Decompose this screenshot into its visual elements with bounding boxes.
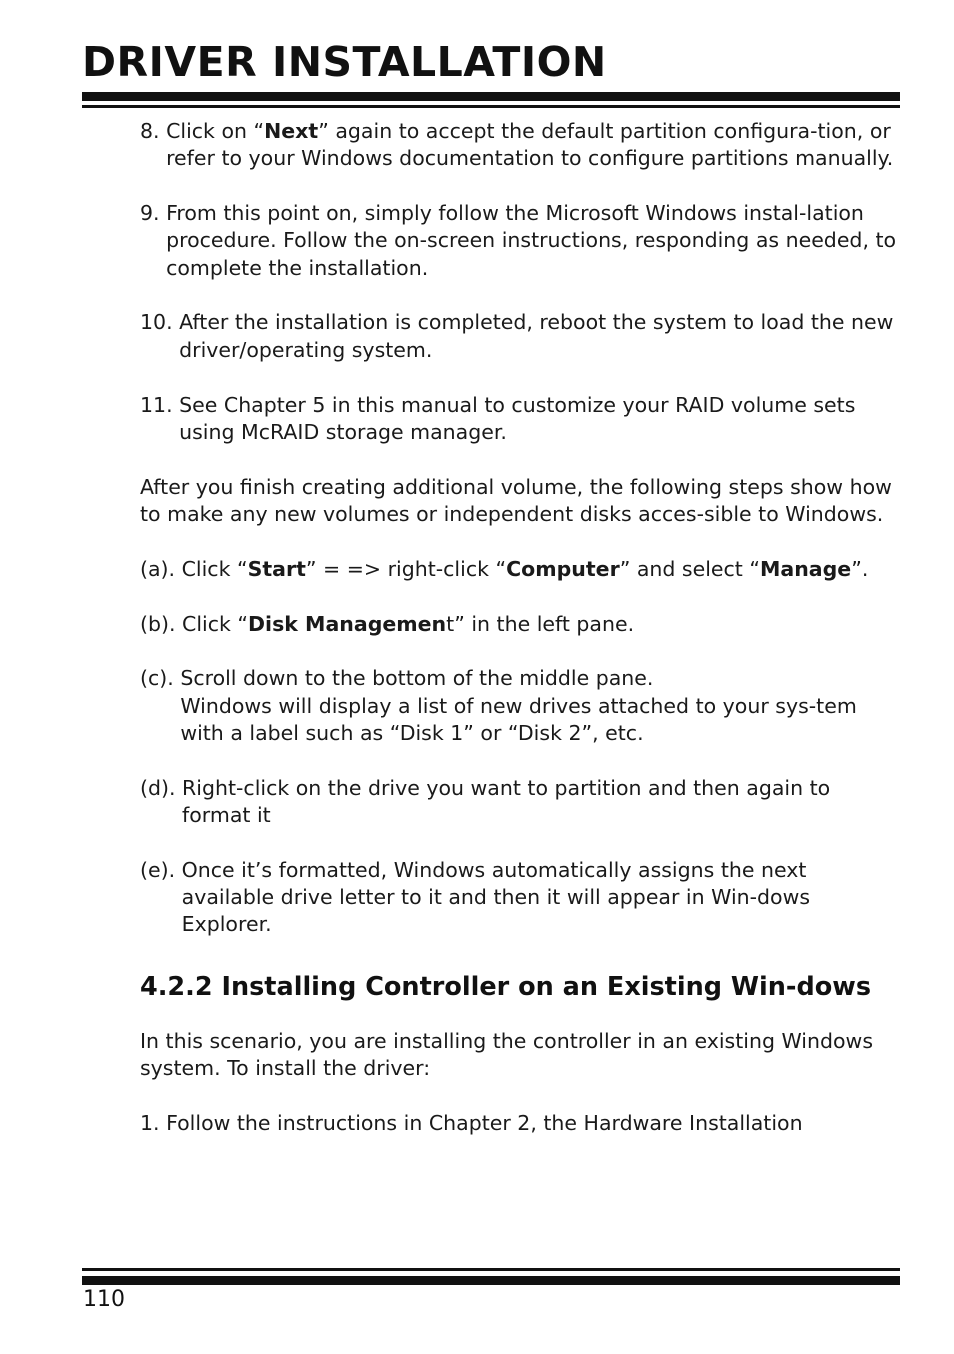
footer-rule-thick bbox=[82, 1276, 900, 1285]
intro-paragraph: After you finish creating additional volume, the following steps show how to make any new volumes or independent disks acces-sible to Windows. bbox=[140, 474, 892, 526]
step-text: Click “Disk Management” in the left pane. bbox=[182, 611, 635, 636]
step-letter: (d). bbox=[140, 775, 183, 800]
section-heading: 4.2.2 Installing Controller on an Existing Win-dows bbox=[140, 971, 872, 1002]
list-item-step-d bbox=[140, 775, 902, 830]
list-item-step-10 bbox=[140, 309, 902, 364]
step-text bbox=[180, 665, 902, 747]
list-item-step-b bbox=[140, 611, 902, 638]
list-item-step-a bbox=[140, 556, 902, 583]
list-item-step-c bbox=[140, 665, 902, 747]
header-rule-thick bbox=[82, 92, 900, 101]
scenario-paragraph: In this scenario, you are installing the controller in an existing Windows system. To install the driver: bbox=[140, 1028, 873, 1081]
main-content bbox=[140, 118, 902, 1137]
step-text: Click “Start” = => right-click “Computer” and select “Manage”. bbox=[181, 556, 869, 581]
header-rule-thin bbox=[82, 105, 900, 108]
page-number: 110 bbox=[83, 1287, 125, 1312]
step-text: See Chapter 5 in this manual to customize your RAID volume sets using McRAID storage manager. bbox=[179, 392, 856, 444]
step-text: After the installation is completed, reboot the system to load the new driver/operating system. bbox=[179, 310, 894, 362]
list-item-step-8 bbox=[140, 118, 902, 173]
list-item-step-9 bbox=[140, 200, 902, 282]
step-text: Click on “Next” again to accept the default partition configura-tion, or refer to your Windows documentation to configure partitions manually. bbox=[166, 119, 894, 171]
step-number: 1. bbox=[140, 1110, 167, 1135]
step-letter: (c). bbox=[140, 666, 181, 691]
step-text: Right-click on the drive you want to partition and then again to format it bbox=[182, 775, 831, 828]
step-text-line-2: Windows will display a list of new drives attached to your sys-tem with a label such as “Disk 1” or “Disk 2”, etc. bbox=[180, 693, 857, 745]
step-number: 9. bbox=[140, 201, 167, 226]
list-item-step-1 bbox=[140, 1110, 902, 1137]
step-text: From this point on, simply follow the Microsoft Windows instal-lation procedure. Follow the on-screen instructions, responding as needed, to complete the installation. bbox=[166, 201, 897, 280]
step-letter: (b). bbox=[140, 611, 183, 636]
list-item-step-e bbox=[140, 857, 902, 939]
step-number: 10. bbox=[140, 310, 180, 335]
list-item-step-11 bbox=[140, 392, 902, 447]
step-number: 8. bbox=[140, 119, 167, 143]
step-letter: (a). bbox=[140, 556, 182, 581]
step-letter: (e). bbox=[140, 857, 182, 882]
step-number: 11. bbox=[140, 392, 180, 417]
step-text-line-1: Scroll down to the bottom of the middle pane. bbox=[180, 666, 654, 691]
page-header-title: DRIVER INSTALLATION bbox=[82, 38, 607, 86]
step-text: Once it’s formatted, Windows automatically assigns the next available drive letter to it and then it will appear in Win-dows Explorer. bbox=[181, 857, 811, 937]
step-text: Follow the instructions in Chapter 2, the Hardware Installation bbox=[166, 1110, 803, 1135]
footer-rule-thin bbox=[82, 1268, 900, 1271]
